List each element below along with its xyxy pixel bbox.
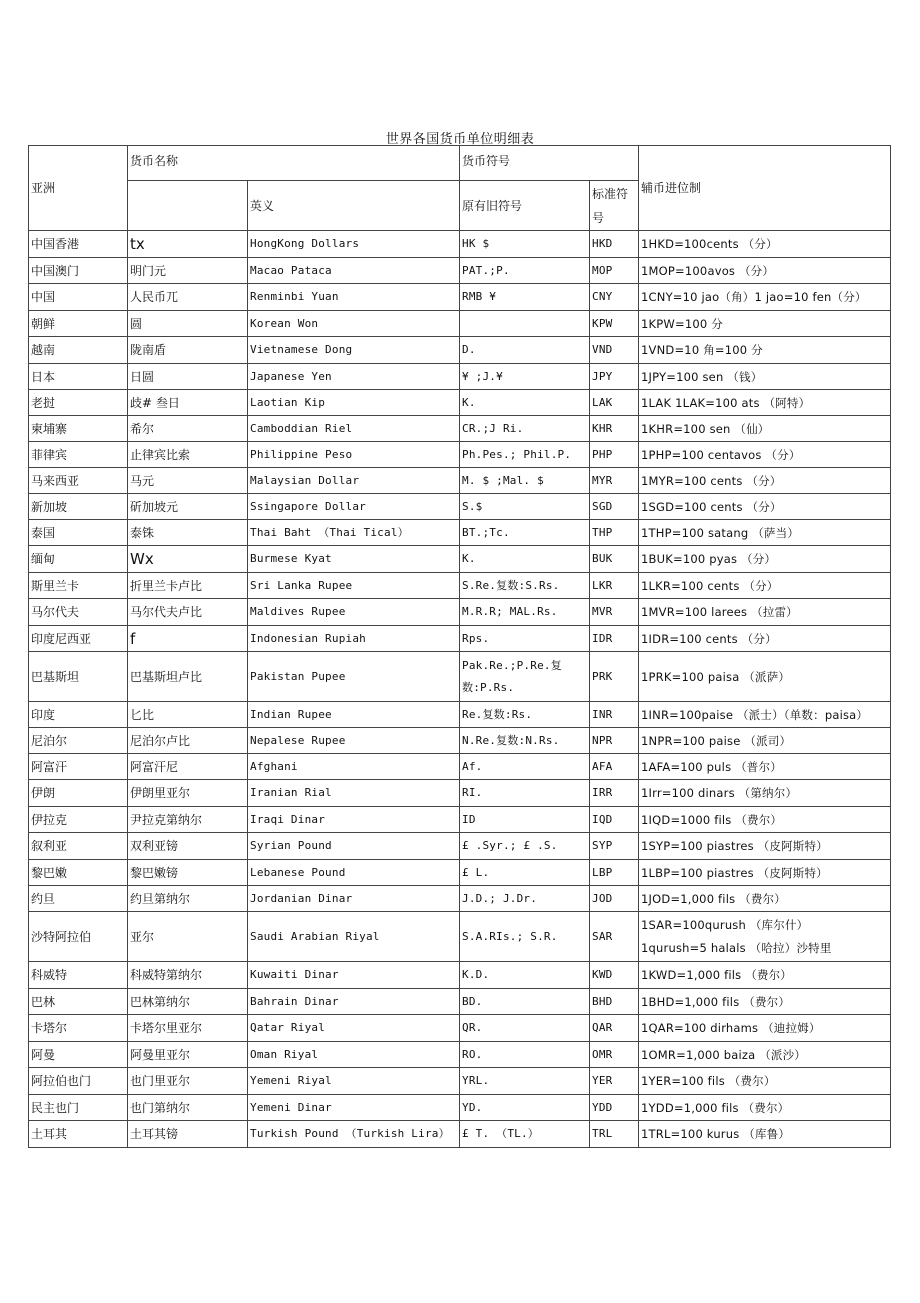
subunit-cell: 1BUK=100 pyas （分） [639,546,891,573]
standard-code-cell: NPR [590,728,639,754]
currency-name-cell: 马尔代夫卢比 [128,599,248,626]
subunit-cell: 1PHP=100 centavos （分） [639,442,891,468]
english-name-cell: Qatar Riyal [248,1015,460,1042]
english-name-cell: Camboddian Riel [248,416,460,442]
standard-code-cell: SYP [590,833,639,860]
old-symbol-cell: M.R.R; MAL.Rs. [460,599,590,626]
header-old-symbol: 原有旧符号 [460,181,590,231]
subunit-cell: 1Irr=100 dinars （第纳尔） [639,780,891,807]
header-currency-symbol: 货币符号 [460,146,639,181]
currency-name-cell: 亚尔 [128,912,248,962]
english-name-cell: Iraqi Dinar [248,807,460,833]
country-cell: 新加坡 [29,494,128,520]
currency-name-cell: 也门第纳尔 [128,1095,248,1121]
table-row [29,912,891,962]
header-currency-name: 货币名称 [128,146,460,181]
currency-name-cell: 科威特第纳尔 [128,962,248,989]
currency-table [28,145,891,1148]
country-cell: 中国澳门 [29,258,128,284]
currency-name-cell: 也门里亚尔 [128,1068,248,1095]
country-cell: 土耳其 [29,1121,128,1148]
standard-code-cell: KHR [590,416,639,442]
country-cell: 日本 [29,364,128,390]
old-symbol-cell: £ T. （TL.） [460,1121,590,1148]
old-symbol-cell: Ph.Pes.; Phil.P. [460,442,590,468]
english-name-cell: Oman Riyal [248,1042,460,1068]
subunit-cell: 1KWD=1,000 fils （费尔） [639,962,891,989]
english-name-cell: Yemeni Riyal [248,1068,460,1095]
country-cell: 阿富汗 [29,754,128,780]
subunit-cell: 1QAR=100 dirhams （迪拉姆） [639,1015,891,1042]
standard-code-cell: BUK [590,546,639,573]
old-symbol-cell: £ .Syr.; £ .S. [460,833,590,860]
currency-name-cell: Wx [128,546,248,573]
table-row [29,337,891,364]
table-row [29,1095,891,1121]
standard-code-cell: INR [590,702,639,728]
english-name-cell: Indonesian Rupiah [248,626,460,652]
country-cell: 黎巴嫩 [29,860,128,886]
table-row [29,364,891,390]
standard-code-cell: YDD [590,1095,639,1121]
table-row [29,860,891,886]
old-symbol-cell: RMB ¥ [460,284,590,311]
currency-name-cell: 日圆 [128,364,248,390]
table-row [29,258,891,284]
english-name-cell: Vietnamese Dong [248,337,460,364]
currency-name-cell: 巴基斯坦卢比 [128,652,248,702]
subunit-cell: 1JOD=1,000 fils （费尔） [639,886,891,912]
country-cell: 马尔代夫 [29,599,128,626]
standard-code-cell: BHD [590,989,639,1015]
subunit-cell: 1KHR=100 sen （仙） [639,416,891,442]
old-symbol-cell: S.A.RIs.; S.R. [460,912,590,962]
subunit-cell: 1LAK 1LAK=100 ats （阿特） [639,390,891,416]
country-cell: 卡塔尔 [29,1015,128,1042]
table-row [29,1068,891,1095]
subunit-cell: 1TRL=100 kurus （库鲁） [639,1121,891,1148]
subunit-cell: 1IDR=100 cents （分） [639,626,891,652]
subunit-cell: 1YER=100 fils （费尔） [639,1068,891,1095]
currency-name-cell: 止律宾比索 [128,442,248,468]
subunit-cell: 1INR=100paise （派士）（单数：paisa） [639,702,891,728]
english-name-cell: Bahrain Dinar [248,989,460,1015]
subunit-cell: 1JPY=100 sen （钱） [639,364,891,390]
standard-code-cell: MOP [590,258,639,284]
header-standard-symbol: 标准符号 [590,181,639,231]
country-cell: 柬埔寨 [29,416,128,442]
standard-code-cell: VND [590,337,639,364]
country-cell: 巴基斯坦 [29,652,128,702]
english-name-cell: Yemeni Dinar [248,1095,460,1121]
standard-code-cell: THP [590,520,639,546]
country-cell: 缅甸 [29,546,128,573]
country-cell: 朝鲜 [29,311,128,337]
old-symbol-cell: ID [460,807,590,833]
currency-name-cell: 土耳其镑 [128,1121,248,1148]
old-symbol-cell: RO. [460,1042,590,1068]
currency-name-cell: tx [128,231,248,258]
subunit-cell: 1OMR=1,000 baiza （派沙） [639,1042,891,1068]
country-cell: 印度尼西亚 [29,626,128,652]
english-name-cell: Iranian Rial [248,780,460,807]
currency-name-cell: 马元 [128,468,248,494]
old-symbol-cell: N.Re.复数:N.Rs. [460,728,590,754]
table-row [29,520,891,546]
english-name-cell: Saudi Arabian Riyal [248,912,460,962]
table-row [29,546,891,573]
currency-name-cell: 双利亚镑 [128,833,248,860]
currency-name-cell: 匕比 [128,702,248,728]
old-symbol-cell: BD. [460,989,590,1015]
subunit-line: 1qurush=5 halals （哈拉）沙特里 [641,940,832,955]
old-symbol-cell: D. [460,337,590,364]
currency-name-cell: 约旦第纳尔 [128,886,248,912]
country-cell: 中国香港 [29,231,128,258]
country-cell: 尼泊尔 [29,728,128,754]
english-name-cell: Korean Won [248,311,460,337]
currency-name-cell: 希尔 [128,416,248,442]
subunit-cell: 1KPW=100 分 [639,311,891,337]
standard-code-cell: OMR [590,1042,639,1068]
old-symbol-cell: HK $ [460,231,590,258]
standard-code-cell: IQD [590,807,639,833]
table-row [29,573,891,599]
country-cell: 菲律宾 [29,442,128,468]
country-cell: 约旦 [29,886,128,912]
standard-code-cell: IDR [590,626,639,652]
currency-name-cell: 伊朗里亚尔 [128,780,248,807]
standard-code-cell: SAR [590,912,639,962]
table-row [29,652,891,702]
english-name-cell: Japanese Yen [248,364,460,390]
english-name-cell: Malaysian Dollar [248,468,460,494]
english-name-cell: Jordanian Dinar [248,886,460,912]
english-name-cell: Thai Baht （Thai Tical） [248,520,460,546]
old-symbol-cell: Af. [460,754,590,780]
header-region: 亚洲 [29,146,128,231]
subunit-cell: 1IQD=1000 fils （费尔） [639,807,891,833]
table-row [29,311,891,337]
english-name-cell: Renminbi Yuan [248,284,460,311]
country-cell: 伊朗 [29,780,128,807]
currency-name-cell: 尼泊尔卢比 [128,728,248,754]
english-name-cell: Pakistan Pupee [248,652,460,702]
english-name-cell: Laotian Kip [248,390,460,416]
english-name-cell: Burmese Kyat [248,546,460,573]
subunit-line: 1SAR=100qurush （库尔什） [641,917,809,932]
currency-name-cell: 尹拉克第纳尔 [128,807,248,833]
english-name-cell: HongKong Dollars [248,231,460,258]
standard-code-cell: LBP [590,860,639,886]
english-name-cell: Maldives Rupee [248,599,460,626]
old-symbol-cell: CR.;J Ri. [460,416,590,442]
subunit-cell: 1MOP=100avos （分） [639,258,891,284]
subunit-cell: 1HKD=100cents （分） [639,231,891,258]
standard-code-cell: SGD [590,494,639,520]
subunit-cell: 1MVR=100 larees （拉雷） [639,599,891,626]
table-row [29,962,891,989]
subunit-cell: 1PRK=100 paisa （派萨） [639,652,891,702]
page-title: 世界各国货币单位明细表 [385,132,535,147]
currency-name-cell: 阿富汗尼 [128,754,248,780]
currency-name-cell: 阿曼里亚尔 [128,1042,248,1068]
subunit-cell: 1SYP=100 piastres （皮阿斯特） [639,833,891,860]
currency-name-cell: 陇南盾 [128,337,248,364]
standard-code-cell: PHP [590,442,639,468]
table-row [29,468,891,494]
table-row [29,416,891,442]
old-symbol-cell: BT.;Tc. [460,520,590,546]
currency-name-cell: 折里兰卡卢比 [128,573,248,599]
standard-code-cell: HKD [590,231,639,258]
old-symbol-cell: J.D.; J.Dr. [460,886,590,912]
old-symbol-cell: RI. [460,780,590,807]
header-subunit: 辅币进位制 [639,146,891,231]
old-symbol-cell: K.D. [460,962,590,989]
currency-name-cell: f [128,626,248,652]
currency-name-cell: 明门元 [128,258,248,284]
currency-name-cell: 卡塔尔里亚尔 [128,1015,248,1042]
country-cell: 中国 [29,284,128,311]
country-cell: 民主也门 [29,1095,128,1121]
table-row [29,780,891,807]
country-cell: 阿拉伯也门 [29,1068,128,1095]
table-row [29,1121,891,1148]
currency-name-cell: 人民币兀 [128,284,248,311]
old-symbol-cell: ¥ ;J.¥ [460,364,590,390]
english-name-cell: Philippine Peso [248,442,460,468]
subunit-cell: 1NPR=100 paise （派司） [639,728,891,754]
subunit-cell: 1CNY=10 jao（角）1 jao=10 fen（分） [639,284,891,311]
old-symbol-cell [460,311,590,337]
old-symbol-cell: YRL. [460,1068,590,1095]
old-symbol-cell: K. [460,546,590,573]
subunit-cell: 1VND=10 角=100 分 [639,337,891,364]
currency-name-cell: 黎巴嫩镑 [128,860,248,886]
subunit-cell: 1MYR=100 cents （分） [639,468,891,494]
old-symbol-cell: YD. [460,1095,590,1121]
table-row [29,833,891,860]
country-cell: 沙特阿拉伯 [29,912,128,962]
country-cell: 巴林 [29,989,128,1015]
subunit-cell [639,912,891,962]
country-cell: 伊拉克 [29,807,128,833]
old-symbol-cell: Re.复数:Rs. [460,702,590,728]
table-row [29,886,891,912]
standard-code-cell: TRL [590,1121,639,1148]
standard-code-cell: LKR [590,573,639,599]
old-symbol-cell: Pak.Re.;P.Re.复数:P.Rs. [460,652,590,702]
table-row [29,626,891,652]
old-symbol-cell: K. [460,390,590,416]
old-symbol-cell: S.$ [460,494,590,520]
old-symbol-cell: £ L. [460,860,590,886]
header-name-blank [128,181,248,231]
subunit-cell: 1SGD=100 cents （分） [639,494,891,520]
english-name-cell: Nepalese Rupee [248,728,460,754]
standard-code-cell: PRK [590,652,639,702]
subunit-cell: 1THP=100 satang （萨当） [639,520,891,546]
standard-code-cell: IRR [590,780,639,807]
old-symbol-cell: QR. [460,1015,590,1042]
table-row [29,599,891,626]
country-cell: 马来西亚 [29,468,128,494]
standard-code-cell: KWD [590,962,639,989]
standard-code-cell: MVR [590,599,639,626]
subunit-cell: 1AFA=100 puls （普尔） [639,754,891,780]
table-row [29,1015,891,1042]
old-symbol-cell: Rps. [460,626,590,652]
currency-name-cell: 斫加坡元 [128,494,248,520]
subunit-cell: 1LKR=100 cents （分） [639,573,891,599]
table-row [29,284,891,311]
standard-code-cell: CNY [590,284,639,311]
english-name-cell: Kuwaiti Dinar [248,962,460,989]
standard-code-cell: AFA [590,754,639,780]
standard-code-cell: YER [590,1068,639,1095]
old-symbol-cell: S.Re.复数:S.Rs. [460,573,590,599]
english-name-cell: Macao Pataca [248,258,460,284]
table-row [29,1042,891,1068]
header-english: 英义 [248,181,460,231]
country-cell: 斯里兰卡 [29,573,128,599]
english-name-cell: Turkish Pound （Turkish Lira） [248,1121,460,1148]
country-cell: 阿曼 [29,1042,128,1068]
country-cell: 科威特 [29,962,128,989]
subunit-cell: 1YDD=1,000 fils （费尔） [639,1095,891,1121]
table-row [29,702,891,728]
standard-code-cell: QAR [590,1015,639,1042]
country-cell: 叙利亚 [29,833,128,860]
table-row [29,494,891,520]
table-row [29,390,891,416]
country-cell: 印度 [29,702,128,728]
english-name-cell: Syrian Pound [248,833,460,860]
english-name-cell: Ssingapore Dollar [248,494,460,520]
standard-code-cell: JOD [590,886,639,912]
table-row [29,989,891,1015]
standard-code-cell: MYR [590,468,639,494]
header-row-1 [29,146,891,181]
currency-name-cell: 泰铢 [128,520,248,546]
table-row [29,442,891,468]
currency-name-cell: 歧# 叁日 [128,390,248,416]
table-row [29,754,891,780]
english-name-cell: Afghani [248,754,460,780]
standard-code-cell: LAK [590,390,639,416]
old-symbol-cell: M. $ ;Mal. $ [460,468,590,494]
currency-name-cell: 巴林第纳尔 [128,989,248,1015]
standard-code-cell: KPW [590,311,639,337]
standard-code-cell: JPY [590,364,639,390]
table-row [29,231,891,258]
country-cell: 越南 [29,337,128,364]
english-name-cell: Lebanese Pound [248,860,460,886]
country-cell: 老挝 [29,390,128,416]
english-name-cell: Indian Rupee [248,702,460,728]
subunit-cell: 1LBP=100 piastres （皮阿斯特） [639,860,891,886]
table-row [29,807,891,833]
country-cell: 泰国 [29,520,128,546]
subunit-cell: 1BHD=1,000 fils （费尔） [639,989,891,1015]
table-row [29,728,891,754]
old-symbol-cell: PAT.;P. [460,258,590,284]
english-name-cell: Sri Lanka Rupee [248,573,460,599]
currency-name-cell: 圆 [128,311,248,337]
